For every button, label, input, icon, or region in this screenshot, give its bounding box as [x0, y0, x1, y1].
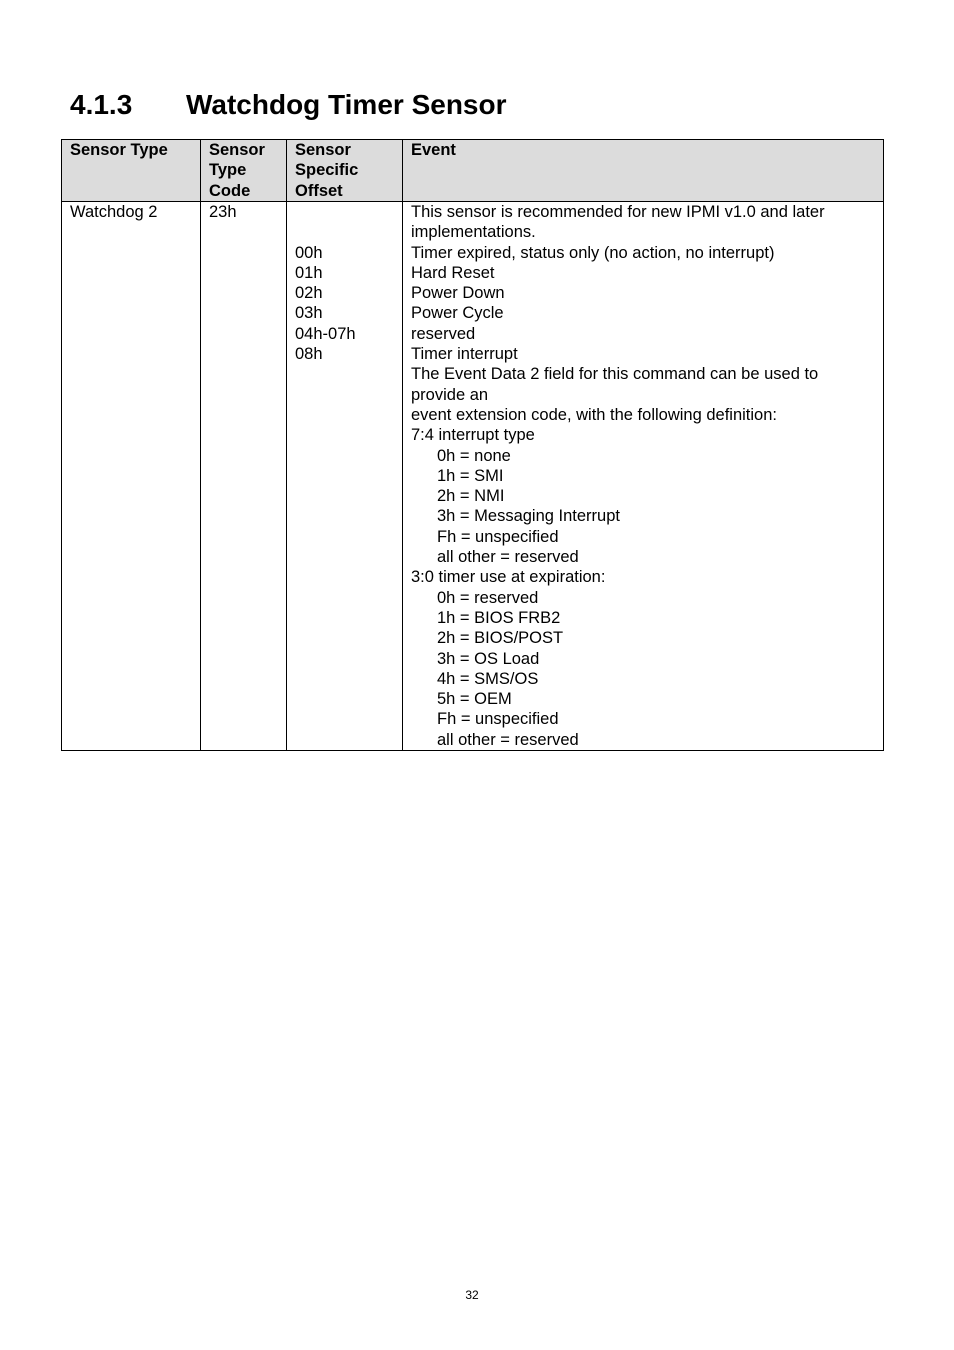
- section-heading: [70, 86, 507, 124]
- event-line: 0h = none: [437, 446, 511, 465]
- header-line: Event: [411, 141, 456, 159]
- offset-item: 03h: [295, 304, 323, 323]
- header-line: Sensor: [209, 141, 265, 159]
- event-line: 2h = BIOS/POST: [437, 629, 564, 648]
- event-line: reserved: [411, 324, 476, 343]
- event-line: Timer expired, status only (no action, no interrupt): [411, 243, 775, 262]
- header-line: Sensor Type: [70, 141, 168, 159]
- table-header-row: [62, 140, 884, 202]
- header-line: Sensor: [295, 141, 351, 159]
- event-line: Fh = unspecified: [437, 527, 559, 546]
- sensor-type-value: Watchdog 2: [70, 203, 158, 221]
- event-line: Hard Reset: [411, 263, 495, 282]
- event-line: provide an: [411, 385, 489, 404]
- header-sensor-specific-offset: [287, 140, 403, 202]
- header-sensor-type-code: [201, 140, 287, 202]
- event-line: Fh = unspecified: [437, 710, 559, 729]
- event-line: Power Down: [411, 284, 505, 303]
- offset-item: 04h-07h: [295, 324, 356, 343]
- event-line: Power Cycle: [411, 304, 504, 323]
- cell-event: [403, 202, 884, 751]
- header-line: Code: [209, 181, 251, 200]
- header-line: Offset: [295, 181, 343, 200]
- event-line: all other = reserved: [437, 548, 579, 567]
- cell-sensor-type-code: [201, 202, 287, 751]
- event-line: 5h = OEM: [437, 690, 512, 709]
- offset-item: 00h: [295, 243, 323, 262]
- event-line: 3h = OS Load: [437, 649, 540, 668]
- offset-item: 02h: [295, 284, 323, 303]
- event-line: 0h = reserved: [437, 588, 539, 607]
- event-line: event extension code, with the following definition:: [411, 405, 777, 424]
- event-line: all other = reserved: [437, 730, 579, 749]
- event-line: 3h = Messaging Interrupt: [437, 507, 620, 526]
- header-event: [403, 140, 884, 202]
- offset-spacer: [295, 202, 396, 222]
- event-line: 3:0 timer use at expiration:: [411, 568, 606, 587]
- sensor-table: [61, 139, 884, 751]
- event-line: 4h = SMS/OS: [437, 669, 539, 688]
- event-line: 1h = BIOS FRB2: [437, 608, 561, 627]
- cell-sensor-type: [62, 202, 201, 751]
- header-line: Type: [209, 161, 247, 180]
- offset-item: 08h: [295, 345, 323, 364]
- event-line: implementations.: [411, 223, 536, 242]
- table-row: [62, 202, 884, 751]
- event-line: 2h = NMI: [437, 487, 505, 506]
- event-line: Timer interrupt: [411, 345, 518, 364]
- offset-spacer: [295, 222, 396, 242]
- type-code-value: 23h: [209, 203, 237, 221]
- event-line: 7:4 interrupt type: [411, 426, 535, 445]
- page-number: 32: [465, 1288, 479, 1302]
- section-title: Watchdog Timer Sensor: [186, 89, 507, 120]
- header-line: Specific: [295, 161, 359, 180]
- event-line: The Event Data 2 field for this command can be used to: [411, 365, 819, 384]
- section-number: 4.1.3: [70, 89, 133, 120]
- cell-offsets: [287, 202, 403, 751]
- event-line: 1h = SMI: [437, 466, 504, 485]
- offset-item: 01h: [295, 263, 323, 282]
- event-line: This sensor is recommended for new IPMI v1.0 and later: [411, 203, 825, 221]
- header-sensor-type: [62, 140, 201, 202]
